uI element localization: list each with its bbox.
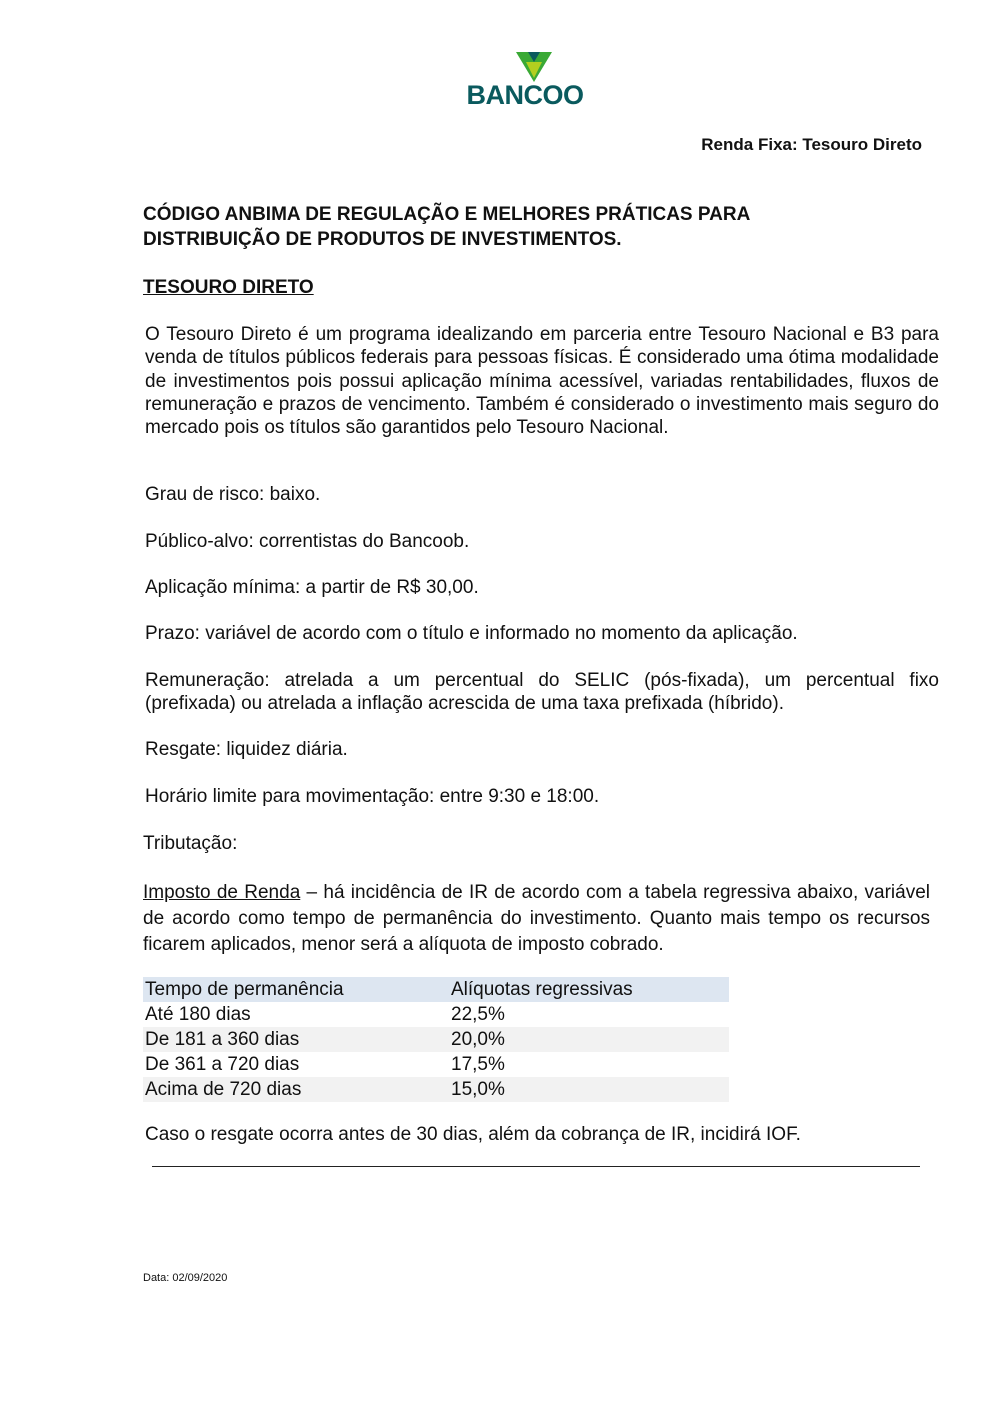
table-row [143,1027,729,1052]
hours-line: Horário limite para movimentação: entre 9:30 e 18:00. [145,786,600,807]
table-header-cell: Tempo de permanência [143,977,449,1002]
document-date: Data: 02/09/2020 [143,1272,228,1284]
risk-line: Grau de risco: baixo. [145,484,321,505]
tax-rate-table [143,977,729,1102]
income-tax-label: Imposto de Renda [143,882,301,903]
intro-paragraph: O Tesouro Direto é um programa idealizando em parceria entre Tesouro Nacional e B3 para venda de títulos públicos federais para pessoas físicas. É considerado uma ótima modalidade de investimentos pois possui aplicação mínima acessível, variadas rentabilidades, fluxos de remuneração e prazos de vencimento. Também é considerado o investimento mais seguro do mercado pois os títulos são garantidos pelo Tesouro Nacional. [145,324,939,439]
table-row [143,1052,729,1077]
section-title: TESOURO DIRETO [143,277,314,298]
taxation-label: Tributação: [143,833,238,854]
table-row [143,1002,729,1027]
footer-divider [152,1166,920,1167]
remuneration-paragraph: Remuneração: atrelada a um percentual do SELIC (pós-fixada), um percentual fixo (prefixada) ou atrelada a inflação acrescida de uma taxa prefixada (híbrido). [145,670,939,715]
table-cell: 15,0% [449,1077,729,1102]
audience-line: Público-alvo: correntistas do Bancoob. [145,531,470,552]
table-cell: De 361 a 720 dias [145,1053,300,1075]
document-header-title: Renda Fixa: Tesouro Direto [701,135,922,154]
document-title [143,202,863,252]
table-cell: Até 180 dias [145,1003,251,1025]
income-tax-paragraph [143,880,930,958]
table-cell: 22,5% [451,1003,505,1025]
table-header-cell: Alíquotas regressivas [449,977,729,1002]
term-line: Prazo: variável de acordo com o título e informado no momento da aplicação. [145,623,798,644]
redemption-line: Resgate: liquidez diária. [145,739,348,760]
title-line-2: DISTRIBUIÇÃO DE PRODUTOS DE INVESTIMENTOS. [143,229,622,250]
table-cell: Acima de 720 dias [143,1077,449,1102]
min-application-line: Aplicação mínima: a partir de R$ 30,00. [145,577,479,598]
table-cell: De 181 a 360 dias [143,1027,449,1052]
bancoo-logo-mark-icon [514,50,554,84]
table-header-row [143,977,729,1002]
table-cell: 20,0% [449,1027,729,1052]
table-row [143,1077,729,1102]
bancoo-logo-text: BANCOO [466,80,584,110]
title-line-1: CÓDIGO ANBIMA DE REGULAÇÃO E MELHORES PRÁTICAS PARA [143,204,751,225]
table-cell: 17,5% [451,1053,505,1075]
income-tax-text: – há incidência de IR de acordo com a tabela regressiva abaixo, variável de acordo como tempo de permanência do investimento. Quanto mais tempo os recursos ficarem aplicados, menor será a alíquota de imposto cobrado. [143,882,931,955]
iof-note: Caso o resgate ocorra antes de 30 dias, além da cobrança de IR, incidirá IOF. [145,1124,801,1145]
